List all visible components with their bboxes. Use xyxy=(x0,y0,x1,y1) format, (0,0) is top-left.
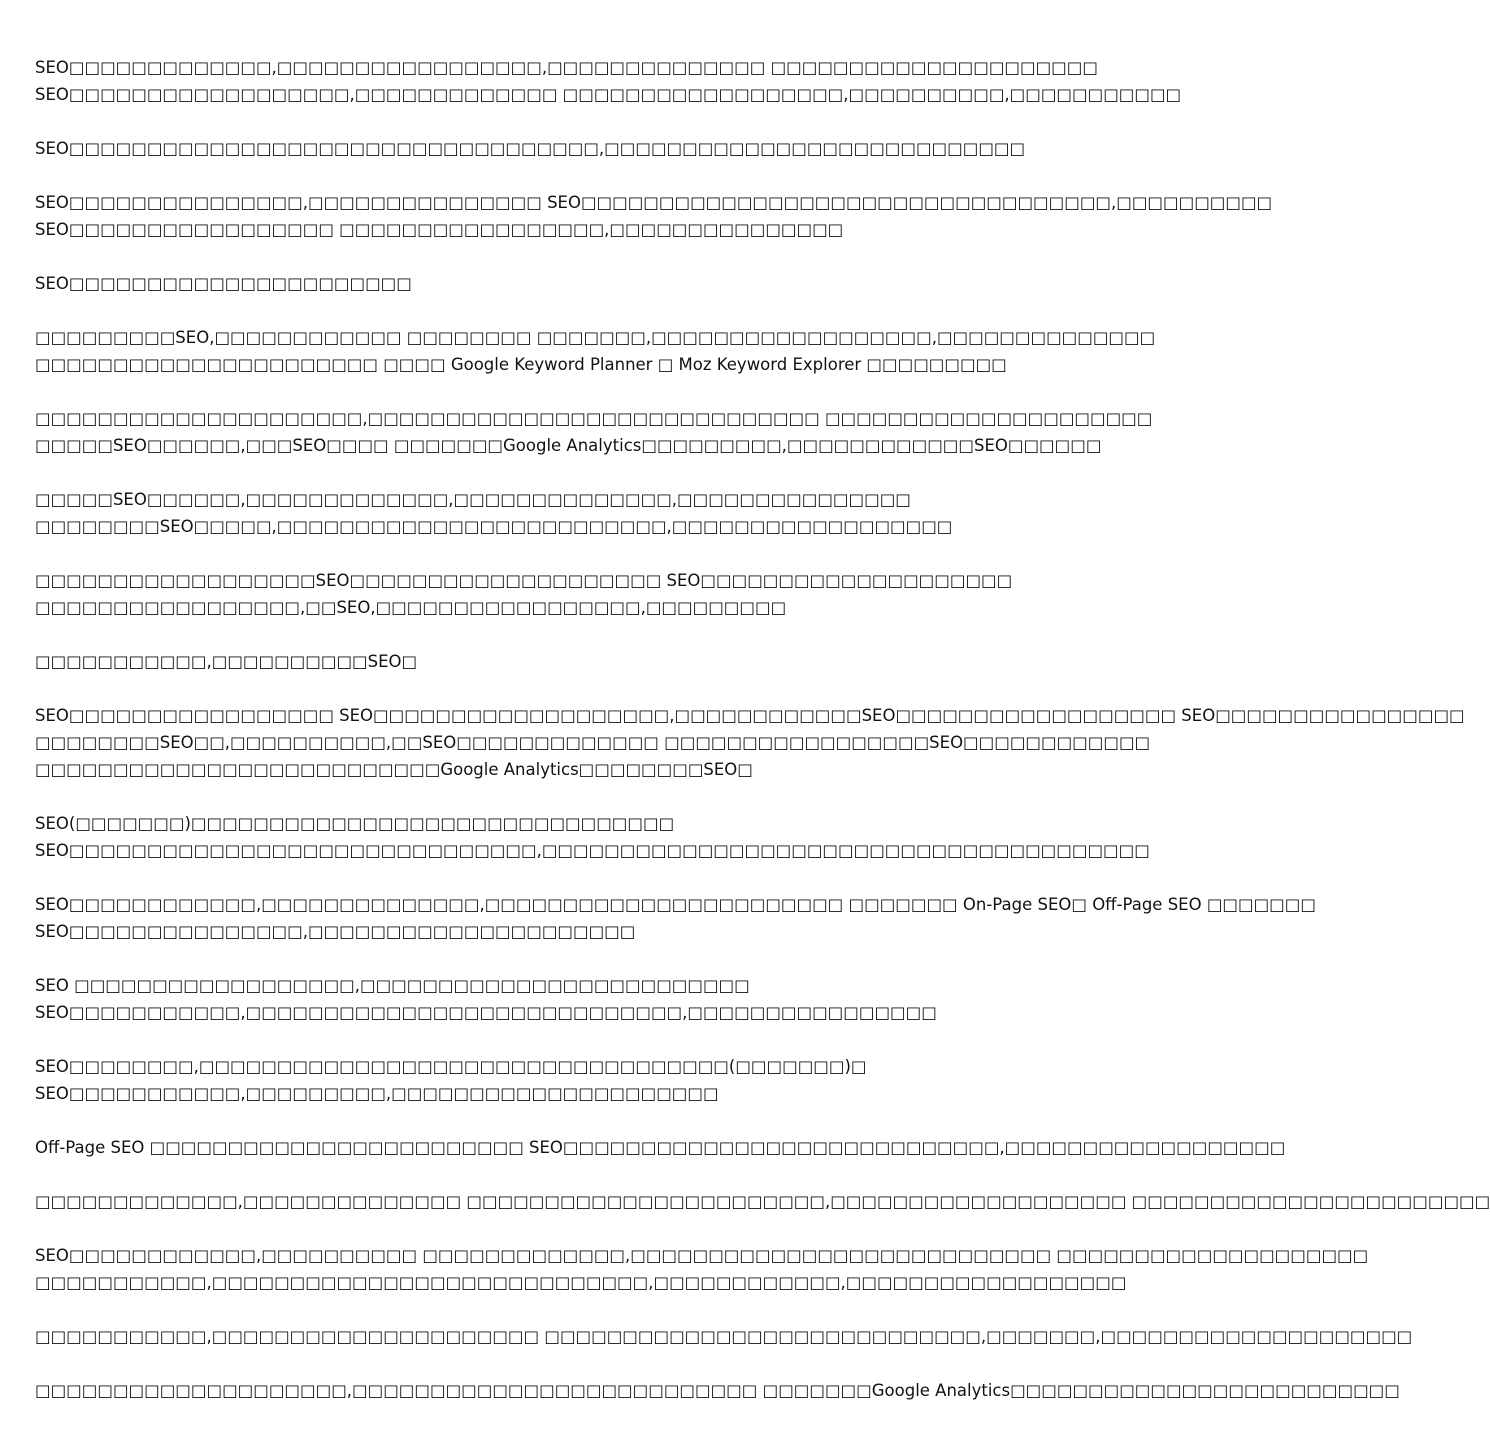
paragraph xyxy=(35,567,1013,621)
text-line: SEO□□□□□□□□□□□□,□□□□□□□□□□ □□□□□□□□□□□□□,□□□□□□□□□□□□□□□□□□□□□□□□□□□ □□□□□□□□□□□□□□□□□□□□ xyxy=(35,1246,1369,1265)
text-line: SEO□□□□□□□□□□□□□□□□□□,□□□□□□□□□□□□□ □□□□□□□□□□□□□□□□□□,□□□□□□□□□□,□□□□□□□□□□□ xyxy=(35,85,1182,104)
text-line: SEO□□□□□□□□□□□□□□□□□□□□□□□□□□□□□□□□□□,□□□□□□□□□□□□□□□□□□□□□□□□□□□ xyxy=(35,139,1026,158)
paragraph xyxy=(35,702,1465,783)
text-line: □□□□□□□□□□□,□□□□□□□□□□SEO□ xyxy=(35,652,418,671)
text-line: SEO□□□□□□□□□□□□□□□□□ SEO□□□□□□□□□□□□□□□□□□□,□□□□□□□□□□□□SEO□□□□□□□□□□□□□□□□□□ SEO□□□□□□□□□□□□□□□□ xyxy=(35,706,1465,725)
text-line: □□□□□□□□□□□□□,□□□□□□□□□□□□□□ □□□□□□□□□□□□□□□□□□□□□□□,□□□□□□□□□□□□□□□□□□□ □□□□□□□□□□□□□□□□□□□□□□□ xyxy=(35,1192,1490,1211)
paragraph xyxy=(35,1377,1400,1404)
paragraph xyxy=(35,1053,995,1107)
text-line: □□□□□□□□□□□□□□□□□□□□□,□□□□□□□□□□□□□□□□□□□□□□□□□□□□□ □□□□□□□□□□□□□□□□□□□□□ xyxy=(35,409,1153,428)
text-line: SEO□□□□□□□□□□□□□□□,□□□□□□□□□□□□□□□ SEO□□□□□□□□□□□□□□□□□□□□□□□□□□□□□□□□□□,□□□□□□□□□□ xyxy=(35,193,1273,212)
text-line: □□□□□□□□□□□□□□□□□□□□□□□□□□Google Analytics□□□□□□□□SEO□ xyxy=(35,760,753,779)
text-line: SEO□□□□□□□□□□□□□□□□□□□□□□□□□□□□□□,□□□□□□□□□□□□□□□□□□□□□□□□□□□□□□□□□□□□□□□ xyxy=(35,841,1150,860)
text-line: SEO□□□□□□□□□□□□□□□□□ □□□□□□□□□□□□□□□□□,□□□□□□□□□□□□□□□ xyxy=(35,220,844,239)
text-line: □□□□□□□□□□□,□□□□□□□□□□□□□□□□□□□□□□□□□□□□,□□□□□□□□□□□□,□□□□□□□□□□□□□□□□□□ xyxy=(35,1273,1127,1292)
paragraph xyxy=(35,324,1156,378)
text-line: SEO□□□□□□□□□□□□□,□□□□□□□□□□□□□□□□□,□□□□□□□□□□□□□□ □□□□□□□□□□□□□□□□□□□□□ xyxy=(35,58,1098,77)
paragraph xyxy=(35,1242,1369,1296)
paragraph xyxy=(35,891,1316,945)
paragraph xyxy=(35,270,995,297)
text-line: □□□□□SEO□□□□□□,□□□SEO□□□□ □□□□□□□Google Analytics□□□□□□□□□,□□□□□□□□□□□□SEO□□□□□□ xyxy=(35,436,1102,455)
text-line: □□□□□□□□□□□□□□□□□□SEO□□□□□□□□□□□□□□□□□□□□ SEO□□□□□□□□□□□□□□□□□□□□ xyxy=(35,571,1013,590)
paragraph xyxy=(35,1134,1286,1161)
paragraph xyxy=(35,972,995,1026)
text-line: Off-Page SEO □□□□□□□□□□□□□□□□□□□□□□□□ SEO□□□□□□□□□□□□□□□□□□□□□□□□□□□□,□□□□□□□□□□□□□□□□□□ xyxy=(35,1138,1286,1157)
text-line: □□□□□□□□SEO□□,□□□□□□□□□□,□□SEO□□□□□□□□□□□□□ □□□□□□□□□□□□□□□□□SEO□□□□□□□□□□□□ xyxy=(35,733,1151,752)
paragraph xyxy=(35,648,995,675)
paragraph xyxy=(35,405,1153,459)
text-line: SEO□□□□□□□□□□□,□□□□□□□□□,□□□□□□□□□□□□□□□□□□□□□ xyxy=(35,1084,719,1103)
text-line: □□□□□□□□□□□□□□□□□□□□□□ □□□□ Google Keyword Planner □ Moz Keyword Explorer □□□□□□□□□ xyxy=(35,355,1007,374)
text-line: SEO□□□□□□□□□□□,□□□□□□□□□□□□□□□□□□□□□□□□□□□□,□□□□□□□□□□□□□□□□ xyxy=(35,1003,937,1022)
text-line: □□□□□□□□□□□□□□□□□,□□SEO,□□□□□□□□□□□□□□□□□,□□□□□□□□□ xyxy=(35,598,787,617)
text-line: SEO□□□□□□□□□□□□□□□,□□□□□□□□□□□□□□□□□□□□□ xyxy=(35,922,636,941)
text-line: SEO □□□□□□□□□□□□□□□□□□,□□□□□□□□□□□□□□□□□□□□□□□□□ xyxy=(35,976,750,995)
text-line: □□□□□□□□□□□,□□□□□□□□□□□□□□□□□□□□□ □□□□□□□□□□□□□□□□□□□□□□□□□□□□,□□□□□□□,□□□□□□□□□□□□□□□□□□□□ xyxy=(35,1327,1413,1346)
text-line: SEO□□□□□□□□□□□□,□□□□□□□□□□□□□□,□□□□□□□□□□□□□□□□□□□□□□□ □□□□□□□ On-Page SEO□ Off-Page SEO □□□□□□□ xyxy=(35,895,1316,914)
text-line: □□□□□□□□□□□□□□□□□□□□,□□□□□□□□□□□□□□□□□□□□□□□□□□ □□□□□□□Google Analytics□□□□□□□□□□□□□□□□□□□□□□□□□ xyxy=(35,1381,1400,1400)
paragraph xyxy=(35,486,995,540)
paragraph xyxy=(35,189,1273,243)
paragraph xyxy=(35,810,1150,864)
document-body xyxy=(35,54,1490,1431)
paragraph xyxy=(35,1188,1490,1215)
text-line: □□□□□□□□□SEO,□□□□□□□□□□□□ □□□□□□□□ □□□□□□□,□□□□□□□□□□□□□□□□□□,□□□□□□□□□□□□□□ xyxy=(35,328,1156,347)
text-line: □□□□□SEO□□□□□□,□□□□□□□□□□□□□,□□□□□□□□□□□□□□,□□□□□□□□□□□□□□□ xyxy=(35,490,911,509)
text-line: SEO□□□□□□□□,□□□□□□□□□□□□□□□□□□□□□□□□□□□□□□□□□□(□□□□□□□)□ xyxy=(35,1057,867,1076)
paragraph xyxy=(35,54,1182,108)
text-line: SEO(□□□□□□□)□□□□□□□□□□□□□□□□□□□□□□□□□□□□□□□ xyxy=(35,814,675,833)
paragraph xyxy=(35,135,1026,162)
text-line: □□□□□□□□SEO□□□□□,□□□□□□□□□□□□□□□□□□□□□□□□□,□□□□□□□□□□□□□□□□□□ xyxy=(35,517,953,536)
paragraph xyxy=(35,1323,1413,1350)
text-line: SEO□□□□□□□□□□□□□□□□□□□□□□ xyxy=(35,274,412,293)
